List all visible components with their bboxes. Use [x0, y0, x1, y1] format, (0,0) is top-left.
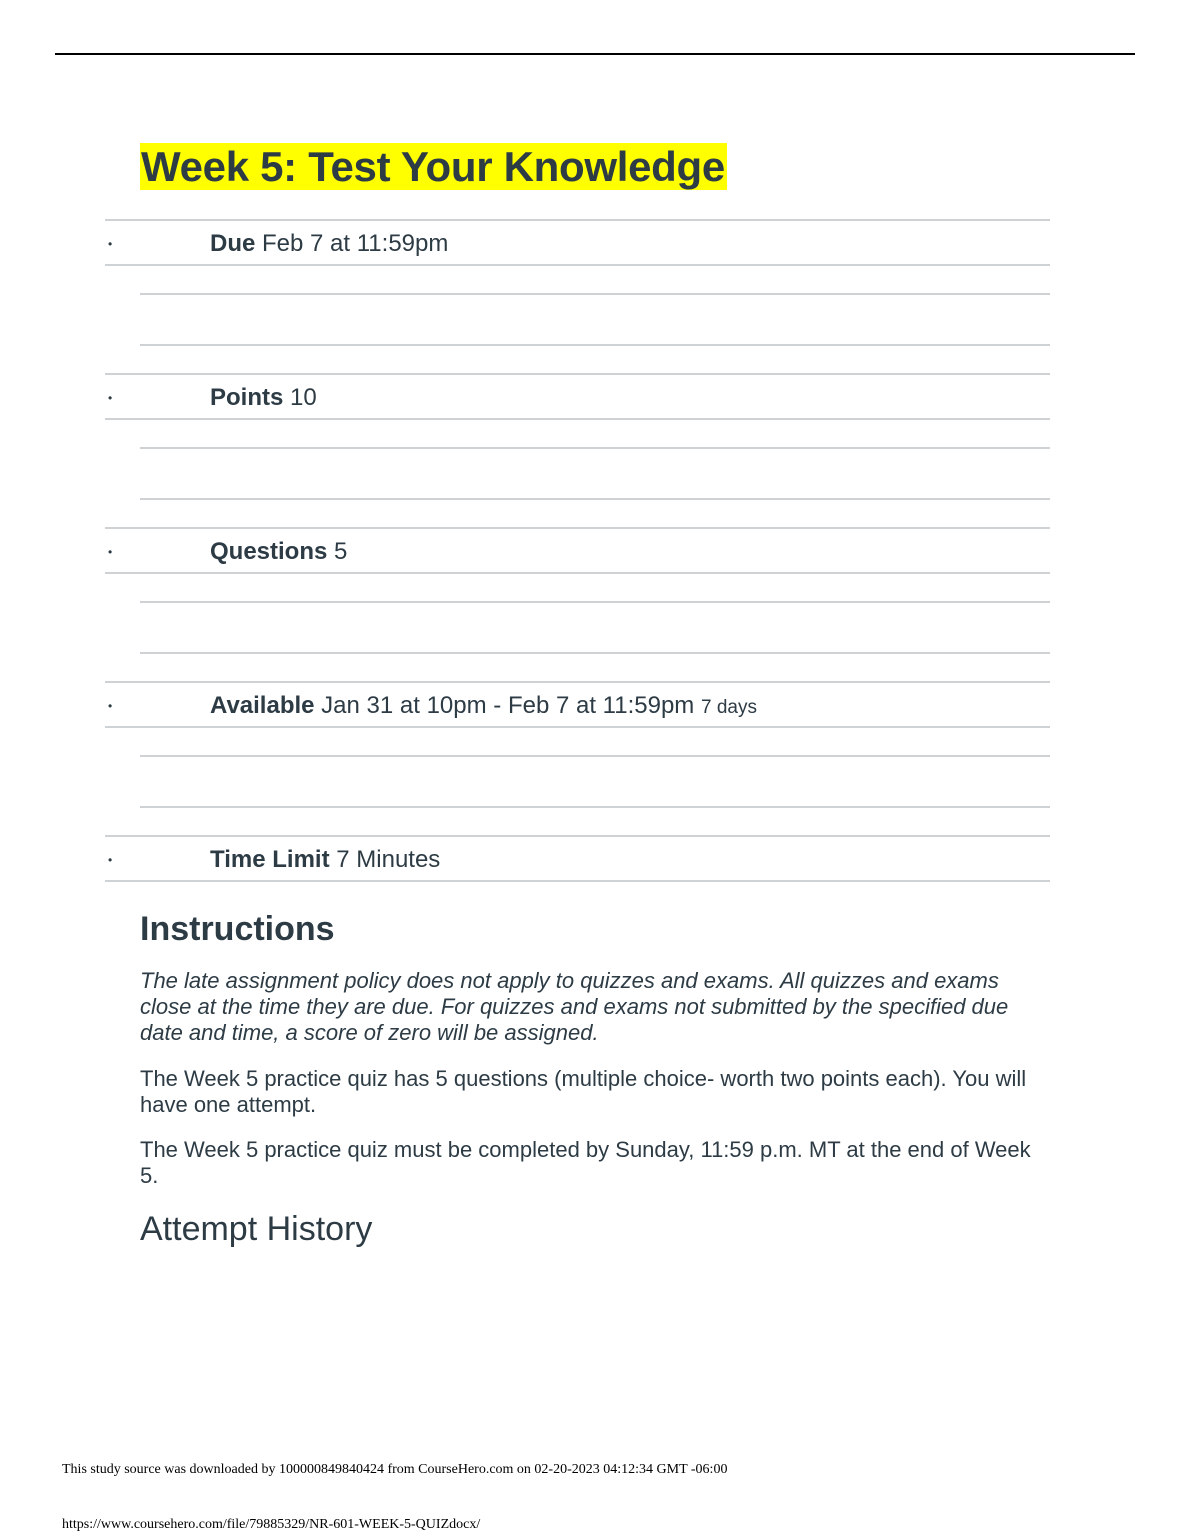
divider — [140, 806, 1050, 808]
source-url[interactable]: https://www.coursehero.com/file/79885329/NR-601-WEEK-5-QUIZdocx/ — [62, 1517, 481, 1532]
divider — [140, 498, 1050, 500]
detail-available-label: Available — [210, 692, 315, 719]
detail-available — [210, 691, 757, 723]
divider — [105, 681, 1050, 683]
divider — [105, 527, 1050, 529]
detail-time-limit-value: 7 Minutes — [336, 846, 441, 873]
instructions-paragraph: The Week 5 practice quiz must be completed by Sunday, 11:59 p.m. MT at the end of Week 5. — [140, 1137, 1031, 1188]
list-bullet: • — [108, 545, 113, 559]
detail-questions-value: 5 — [334, 538, 348, 565]
detail-due — [210, 229, 448, 259]
page-top-rule — [55, 53, 1135, 55]
divider — [105, 880, 1050, 882]
divider — [140, 447, 1050, 449]
divider — [105, 572, 1050, 574]
instructions-paragraph: The Week 5 practice quiz has 5 questions (multiple choice- worth two points each). You will have one attempt. — [140, 1066, 1027, 1117]
page-title — [140, 140, 727, 194]
divider — [140, 601, 1050, 603]
divider — [105, 373, 1050, 375]
detail-due-value: Feb 7 at 11:59pm — [262, 230, 449, 257]
divider — [140, 755, 1050, 757]
detail-points-value: 10 — [290, 384, 317, 411]
divider — [140, 344, 1050, 346]
detail-questions-label: Questions — [210, 538, 328, 565]
divider — [105, 219, 1050, 221]
list-bullet: • — [108, 237, 113, 251]
detail-available-value: Jan 31 at 10pm - Feb 7 at 11:59pm — [321, 692, 695, 719]
divider — [105, 835, 1050, 837]
list-bullet: • — [108, 853, 113, 867]
page-title-text: Week 5: Test Your Knowledge — [141, 143, 725, 190]
late-policy-text: The late assignment policy does not apply to quizzes and exams. All quizzes and exams close at the time they are due. For quizzes and exams not submitted by the specified due date and time, a score of zero will be assigned. — [140, 968, 1009, 1045]
detail-questions — [210, 537, 347, 567]
list-bullet: • — [108, 391, 113, 405]
divider — [105, 264, 1050, 266]
detail-time-limit — [210, 845, 440, 875]
detail-available-duration: 7 days — [700, 697, 757, 718]
detail-due-label: Due — [210, 230, 256, 257]
detail-points — [210, 383, 317, 413]
download-notice: This study source was downloaded by 100000849840424 from CourseHero.com on 02-20-2023 04:12:34 GMT -06:00 — [62, 1462, 728, 1477]
divider — [105, 418, 1050, 420]
instructions-heading: Instructions — [140, 910, 335, 948]
detail-time-limit-label: Time Limit — [210, 846, 330, 873]
divider — [105, 726, 1050, 728]
detail-points-label: Points — [210, 384, 284, 411]
list-bullet: • — [108, 699, 113, 713]
attempt-history-heading: Attempt History — [140, 1210, 373, 1248]
divider — [140, 652, 1050, 654]
divider — [140, 293, 1050, 295]
